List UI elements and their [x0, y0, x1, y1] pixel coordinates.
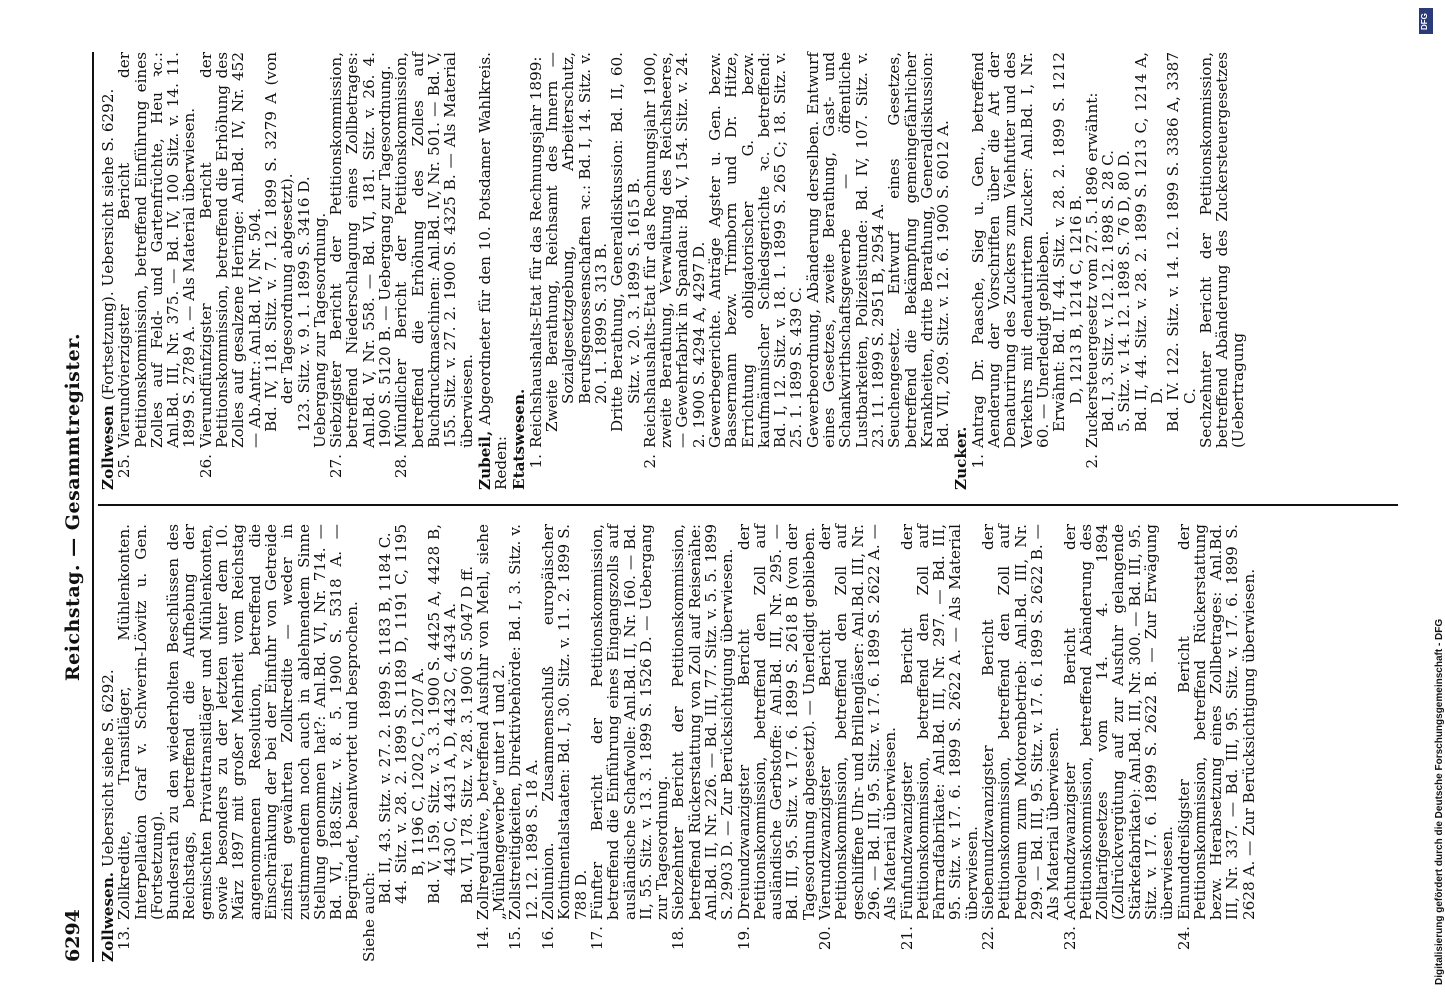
entry-text: Vierundfünfzigster Bericht der Petitionskommission, betreffend die Erhöhung des Zolles auf gesalzene Heringe: Anl.Bd. IV, Nr. 452 — Ab.Antr.: Anl.Bd. IV, Nr. 504.	[196, 52, 264, 448]
index-entry	[528, 52, 544, 490]
entry-number: 19.	[734, 926, 753, 951]
dfg-logo	[1419, 8, 1433, 34]
sub-reference: 123. Sitz. v. 9. 1. 1899 S. 3416 D.	[294, 176, 313, 432]
index-entry	[1176, 524, 1257, 962]
index-entry	[980, 524, 1061, 962]
entry-number: 13.	[115, 926, 134, 951]
entry-number: 27.	[327, 454, 346, 479]
entry-text: Reichshaushalts-Etat für das Rechnungsjahr 1900, zweite Berathung, Verwaltung des Reichsheeres, — Gewehrfabrik in Spandau: Bd. V, 154. Sitz. v. 24. 2. 1900 S. 4294 A, 4297 D.	[640, 52, 708, 448]
entry-number: 21.	[897, 926, 916, 951]
index-entry	[642, 52, 707, 490]
entry-paragraph: Gewerbeordnung, Abänderung derselben. Entwurf eines Gesetzes, zweite Berathung, Gast- und Schankwirthschaftsgewerbe — öffentliche Lustbarkeiten, Polizeistunde: Bd. IV, 107. Sitz. v. 23. 11. 1899 S. 2951 B, 2954 A.	[803, 52, 887, 448]
entry-text: Siebenundzwanzigster Bericht der Petitionskommission, betreffend den Zoll auf Petroleum zum Motorenbetrieb: Anl.Bd. III, Nr. 299. — Bd. III, 95. Sitz. v. 17. 6. 1899 S. 2622 B. — Als Material überwiesen.	[979, 524, 1063, 920]
entry-paragraph: Gewerbegerichte. Anträge Agster u. Gen. bezw. Bassermann bezw. Trimborn und Dr. Hitze, Errichtung obligatorischer G. bezw. kaufmännischer Schiedsgerichte ꝛc. betreffend: Bd. I, 12. Sitz. v. 18. 1. 1899 S. 265 C; 18. Sitz. v. 25. 1. 1899 S. 439 C.	[705, 52, 806, 448]
entry-number: 2.	[640, 454, 659, 469]
entry-text: Dreiundzwanzigster Bericht der Petitionskommission, betreffend den Zoll auf ausländische Gerbstoffe: Anl.Bd. III, Nr. 295. — Bd. III, 95. Sitz. v. 17. 6. 1899 S. 2618 B (von der Tagesordnung abgesetzt). — Unerledigt geblieben.	[734, 524, 818, 920]
index-heading	[953, 52, 969, 490]
entry-number: 18.	[669, 926, 688, 951]
entry-number: 26.	[196, 454, 215, 479]
entry-text: Einunddreißigster Bericht der Petitionskommission, betreffend Rückerstattung bezw. Herabsetzung eines Zollbetrages: Anl.Bd. III, Nr. 337. — Bd. III, 95. Sitz. v. 17. 6. 1899 S. 2628 A. — Zur Berücksichtigung überwiesen.	[1174, 524, 1258, 920]
sub-reference: Bd. IV, 118. Sitz. v. 7. 12. 1899 S. 3279 A (von der Tagesordnung abgesetzt).	[261, 52, 297, 432]
entry-paragraph: Bundesrath zu den wiederholten Beschlüssen des Reichstags, betreffend die Aufhebung der gemischten Privattransitläger und Mühlenkonten, sowie besonders zu der letzten unter dem 10. März 1897 mit großer Mehrheit vom Reichstag angenommenen Resolution, betreffend die Einschränkung der bei der Einfuhr von Getreide zinsfrei gewährten Zollkredite — weder in zustimmendem noch auch in ablehnendem Sinne Stellung genommen hat?: Anl.Bd. VI, Nr. 714. — Bd. VI, 188.Sitz. v. 8. 5. 1900 S. 5318 A. — Begründet, beantwortet und besprochen.	[164, 524, 362, 920]
entry-number: 15.	[506, 926, 525, 951]
index-entry	[1062, 524, 1176, 962]
sub-reference: Bd. II, 43. Sitz. v. 27. 2. 1899 S. 1183 B, 1184 C.	[376, 532, 395, 904]
entry-number: 28.	[392, 454, 411, 479]
digitization-note-text: Digitalisierung gefördert durch die Deutsche Forschungsgemeinschaft - DFG	[1434, 618, 1445, 985]
index-entry	[899, 524, 980, 962]
entry-number: 14.	[473, 926, 492, 951]
sub-reference: Bd. I, 3. Sitz. v. 12. 12. 1898 S. 28 C.	[1099, 150, 1118, 432]
sub-reference: Bd. V, 159. Sitz. v. 3. 3. 1900 S. 4425 A, 4428 B, 4430 C, 4431 A, D, 4432 C, 4434 A.	[424, 524, 460, 904]
digitization-note	[1420, 0, 1445, 1000]
dfg-logo-text: DFG	[1420, 13, 1429, 30]
header-rule	[92, 52, 94, 962]
sub-reference: Dritte Berathung, Generaldiskussion: Bd. II, 60. Sitz. v. 20. 3. 1899 S. 1615 B.	[608, 52, 643, 432]
heading-reference: Abgeordneter für den 10. Potsdamer Wahlkreis. Reden:	[475, 51, 511, 490]
index-entry	[589, 524, 670, 962]
index-heading	[100, 524, 116, 962]
right-column	[98, 52, 1247, 490]
index-entry	[198, 52, 263, 490]
see-also-label: Siehe auch:	[359, 871, 378, 962]
heading-reference: (Fortsetzung). Uebersicht siehe S. 6292.	[99, 88, 117, 401]
entry-text: Fünfundzwanzigster Bericht der Petitionskommission, betreffend den Zoll auf Fahrradfabrikate: Anl.Bd. III, Nr. 297. — Bd. III, 95. Sitz. v. 17. 6. 1899 S. 2622 A. — Als Material überwiesen.	[897, 524, 981, 920]
sub-reference: Bd. II, 44. Sitz. v. 28. 2. 1899 S. 1213 C, 1214 A, D.	[1131, 52, 1166, 432]
index-heading	[100, 52, 116, 490]
entry-number: 22.	[979, 926, 998, 951]
entry-text: Zollkredite, Transitläger, Mühlenkonten. Interpellation Graf v. Schwerin-Löwitz u. Gen. (Fortsetzung).	[115, 524, 166, 920]
entry-text: Fünfter Bericht der Petitionskommission, betreffend die Einführung eines Eingangszolls auf ausländische Schafwolle: Anl.Bd. II, Nr. 160. — Bd. II, 55. Sitz. v. 13. 3. 1899 S. 1526 D. — Uebergang zur Tagesordnung.	[587, 524, 672, 920]
sub-reference: Zweite Berathung, Reichsamt des Innern — Sozialgesetzgebung, Arbeiterschutz, Berufsgenossenschaften ꝛc.: Bd. I, 14. Sitz. v. 20. 1. 1899 S. 313 B.	[543, 52, 610, 432]
entry-paragraph: Sechzehnter Bericht der Petitionskommission, betreffend Abänderung des Zuckersteuergesetzes (Uebertragung	[1196, 52, 1248, 448]
index-heading	[511, 52, 527, 490]
document-page	[58, 52, 1408, 962]
index-entry	[817, 524, 898, 962]
index-entry	[670, 524, 735, 962]
entry-number: 25.	[115, 454, 134, 479]
entry-number: 16.	[539, 926, 558, 951]
index-entry	[116, 52, 197, 490]
index-entry	[328, 52, 393, 490]
index-entry	[475, 524, 508, 962]
page-number: 6294	[62, 909, 84, 962]
index-entry	[736, 524, 817, 962]
entry-text: Siebzehnter Bericht der Petitionskommission, betreffend Rückerstattung von Zoll auf Reisenähe: Anl.Bd. II, Nr. 226. — Bd. III, 77. Sitz. v. 5. 5. 1899 S. 2903 D. — Zur Berücksichtigung überwiesen.	[669, 524, 737, 920]
headword: Zubeil,	[475, 430, 494, 490]
sub-reference: 44. Sitz. v. 28. 2. 1899 S. 1189 D, 1191 C, 1195 B, 1196 C, 1202 C, 1207 A.	[392, 524, 427, 904]
entry-number: 1.	[526, 454, 545, 469]
sub-reference: 5. Sitz. v. 14. 12. 1898 S. 76 D, 80 D.	[1115, 150, 1134, 432]
entry-text: Antrag Dr. Paasche, Sieg u. Gen., betreffend Aenderung der Vorschriften über die Art der Denaturirung des Zuckers zum Viehfutter und des Verkehrs mit denaturirtem Zucker: Anl.Bd. I, Nr. 60. — Unerledigt geblieben.	[968, 52, 1052, 448]
column-divider	[98, 504, 1398, 506]
sub-reference: Erwähnt: Bd. II, 44. Sitz. v. 28. 2. 1899 S. 1212 D, 1213 B, 1214 C, 1216 B.	[1050, 52, 1085, 432]
entry-text: Vierundvierzigster Bericht der Petitionskommission, betreffend Einführung eines Zolles auf Feld- und Gartenfrüchte, Heu ꝛc.: Anl.Bd. III, Nr. 375. — Bd. IV, 100 Sitz. v. 14. 11. 1899 S. 2789 A. — Als Material überwiesen.	[115, 52, 199, 448]
index-entry	[507, 524, 540, 962]
entry-text: Zollstreitigkeiten, Direktivbehörde: Bd. I, 3. Sitz. v. 12. 12. 1898 S. 18 A.	[506, 524, 541, 920]
entry-number: 20.	[816, 926, 835, 951]
headword: Zucker.	[952, 426, 971, 490]
entry-text: Mündlicher Bericht der Petitionskommission, betreffend die Erhöhung des Zolles auf Buchdruckmaschinen: Anl.Bd. IV, Nr. 501. — Bd. V, 155. Sitz. v. 27. 2. 1900 S. 4325 B. — Als Material überwiesen.	[392, 52, 476, 448]
entry-text: Vierundzwanzigster Bericht der Petitionskommission, betreffend den Zoll auf geschliffene Uhr- und Brillengläser: Anl.Bd. III, Nr. 296. — Bd. III, 95. Sitz. v. 17. 6. 1899 S. 2622 A. — Als Material überwiesen.	[816, 524, 900, 920]
sub-reference: Bd. IV. 122. Sitz. v. 14. 12. 1899 S. 3386 A, 3387 C.	[1164, 52, 1199, 432]
headword: Zollwesen	[99, 405, 117, 490]
entry-number: 17.	[587, 926, 606, 951]
entry-text: Achtundzwanzigster Bericht der Petitionskommission, betreffend Abänderung des Zolltarifgesetzes vom 14. 4. 1894 (Zollrückvergütung auf zur Ausfuhr gelangende Stärkefabrikate): Anl.Bd. III, Nr. 300. — Bd. III, 95. Sitz. v. 17. 6. 1899 S. 2622 B. — Zur Erwägung überwiesen.	[1060, 524, 1177, 920]
left-column	[98, 524, 1257, 962]
heading-reference: Uebersicht siehe S. 6292.	[99, 669, 117, 868]
index-entry	[393, 52, 474, 490]
entry-text: Zuckersteuergesetz vom 27. 5. 1896 erwähnt:	[1082, 92, 1101, 448]
entry-text: Zollunion. Zusammenschluß europäischer Kontinentalstaaten: Bd. I, 30. Sitz. v. 11. 2. 1899 S. 788 D.	[539, 524, 590, 920]
index-entry	[540, 524, 589, 962]
running-head: Reichstag. — Gesammtregister.	[62, 332, 84, 682]
headword: Zollwesen.	[99, 871, 117, 962]
entry-text: Siebzigster Bericht der Petitionskommission, betreffend Niederschlagung eines Zollbetrages: Anl.Bd. V, Nr. 558. — Bd. VI, 181. Sitz. v. 26. 4. 1900 S. 5120 B. — Uebergang zur Tagesordnung.	[327, 52, 395, 448]
entry-number: 1.	[968, 454, 987, 469]
entry-number: 24.	[1174, 926, 1193, 951]
index-heading	[477, 52, 510, 490]
index-entry	[1084, 52, 1100, 490]
entry-number: 23.	[1060, 926, 1079, 951]
sub-reference: Bd. VI, 178. Sitz. v. 28. 3. 1900 S. 5047 D ff.	[457, 565, 476, 904]
index-entry	[970, 52, 1051, 490]
entry-number: 2.	[1082, 454, 1101, 469]
entry-paragraph: Uebergang zur Tagesordnung.	[310, 212, 329, 448]
entry-text: Zollregulative, betreffend Ausfuhr von Mehl, siehe „Mühlengewerbe“ unter 1 und 2.	[473, 524, 509, 920]
entry-paragraph: Seuchengesetz. Entwurf eines Gesetzes, betreffend die Bekämpfung gemeingefährlicher Krankheiten, dritte Berathung, Generaldiskussion: Bd. VII, 209. Sitz. v. 12. 6. 1900 S. 6012 A.	[885, 52, 953, 448]
entry-text: Reichshaushalts-Etat für das Rechnungsjahr 1899:	[526, 56, 545, 448]
index-entry	[116, 524, 165, 962]
headword: Etatswesen.	[510, 388, 529, 490]
page-header	[58, 52, 98, 962]
